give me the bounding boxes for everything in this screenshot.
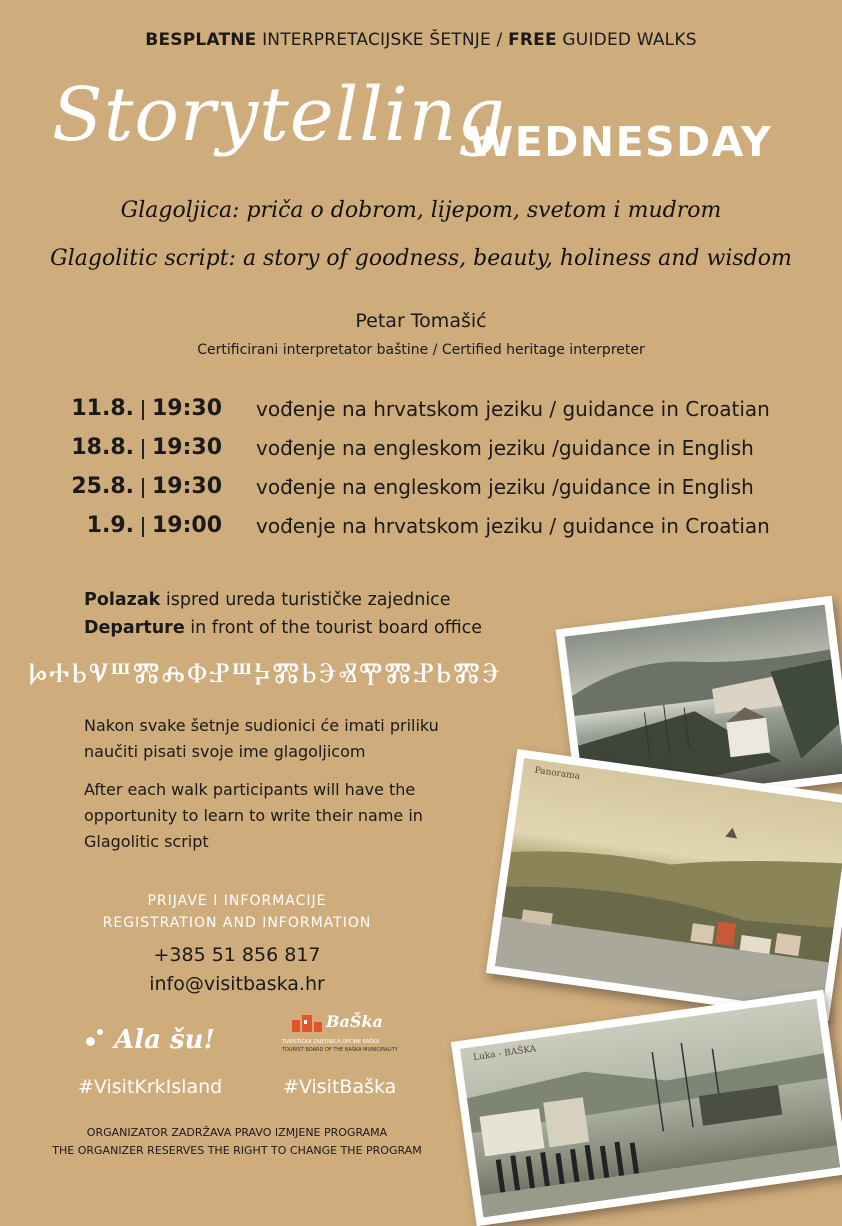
panorama-scene-icon (495, 758, 842, 1012)
presenter-name: Petar Tomašić (355, 310, 487, 332)
schedule-time: 19:30 (152, 474, 223, 499)
departure-hr-rest: ispred ureda turističke zajednice (165, 590, 451, 610)
glagolitic-text: ⰘⰀⰓⰜⰞⰏⰎⰗⰐⰞⰍⰏⰓⰅⰟⰉⰏⰐⰓⰏⰅ (28, 656, 502, 689)
dots-icon (86, 1025, 105, 1055)
title-script: Storytelling (52, 72, 506, 158)
phone-number[interactable]: +385 51 856 817 (153, 944, 321, 966)
registration-line-hr: PRIJAVE I INFORMACIJE (147, 893, 327, 909)
departure-info (84, 586, 482, 642)
alasu-text: Ala šu! (114, 1025, 215, 1055)
hashtag-baska: #VisitBaška (283, 1076, 397, 1098)
schedule-separator (142, 400, 144, 420)
info-hr: Nakon svake šetnje sudionici će imati priliku naučiti pisati svoje ime glagoljicom (84, 716, 439, 761)
schedule-row (0, 474, 842, 508)
baska-logo-sub-en: TOURIST BOARD OF THE BAŠKA MUNICIPALITY (282, 1047, 398, 1053)
schedule-time: 19:30 (152, 435, 223, 460)
schedule-time: 19:30 (152, 396, 223, 421)
schedule-date: 11.8. (71, 396, 134, 421)
schedule-time: 19:00 (152, 513, 223, 538)
header-bold-en: FREE (508, 30, 557, 50)
departure-hr (84, 586, 482, 614)
registration-line-en: REGISTRATION AND INFORMATION (102, 915, 372, 931)
footer-en: THE ORGANIZER RESERVES THE RIGHT TO CHANGE THE PROGRAM (52, 1144, 422, 1157)
schedule-date: 25.8. (71, 474, 134, 499)
schedule-date: 1.9. (86, 513, 134, 538)
header-bold-hr: BESPLATNE (145, 30, 257, 50)
header-rest-en: GUIDED WALKS (562, 30, 697, 50)
subtitle-hr: Glagoljica: priča o dobrom, lijepom, svetom i mudrom (120, 198, 722, 223)
schedule-separator (142, 439, 144, 459)
photo-caption-port: Luka - BAŠKA (472, 1044, 537, 1064)
header-rest-hr: INTERPRETACIJSKE ŠETNJE / (262, 30, 503, 50)
schedule-separator (142, 517, 144, 537)
info-en: After each walk participants will have the opportunity to learn to write their name in Glagolitic script (84, 780, 423, 851)
title-bold: WEDNESDAY (468, 118, 773, 166)
schedule-date: 18.8. (71, 435, 134, 460)
footer-hr: ORGANIZATOR ZADRŽAVA PRAVO IZMJENE PROGRAMA (86, 1126, 388, 1139)
port-scene-icon (460, 999, 840, 1217)
schedule-row (0, 435, 842, 469)
departure-hr-bold: Polazak (84, 590, 161, 610)
baska-emblem-icon (290, 1012, 330, 1034)
header-line (0, 30, 842, 50)
schedule-desc: vođenje na engleskom jeziku /guidance in English (256, 436, 754, 460)
baska-logo (282, 1010, 402, 1058)
presenter-role: Certificirani interpretator baštine / Certified heritage interpreter (197, 342, 645, 358)
photo-caption-panorama: Panorama (533, 765, 581, 782)
departure-en-bold: Departure (84, 618, 185, 638)
schedule-desc: vođenje na hrvatskom jeziku / guidance in Croatian (256, 397, 770, 421)
departure-en (84, 614, 482, 642)
subtitle-en: Glagolitic script: a story of goodness, beauty, holiness and wisdom (50, 246, 792, 271)
schedule-row (0, 396, 842, 430)
schedule-desc: vođenje na engleskom jeziku /guidance in English (256, 475, 754, 499)
schedule-row (0, 513, 842, 547)
postcard-panorama (486, 749, 842, 1021)
baska-logo-sub (282, 1038, 412, 1054)
hashtag-krk: #VisitKrkIsland (78, 1076, 223, 1098)
footer-note (0, 1124, 474, 1160)
alasu-logo (86, 1025, 215, 1055)
schedule-separator (142, 478, 144, 498)
departure-en-rest: in front of the tourist board office (190, 618, 483, 638)
baska-logo-text: BaŠka (326, 1012, 383, 1031)
email-address[interactable]: info@visitbaska.hr (149, 973, 325, 995)
baska-logo-sub-hr: TURISTIČKA ZAJEDNICA OPĆINE BAŠKA (282, 1039, 380, 1045)
registration-heading (0, 890, 474, 934)
schedule-desc: vođenje na hrvatskom jeziku / guidance in Croatian (256, 514, 770, 538)
